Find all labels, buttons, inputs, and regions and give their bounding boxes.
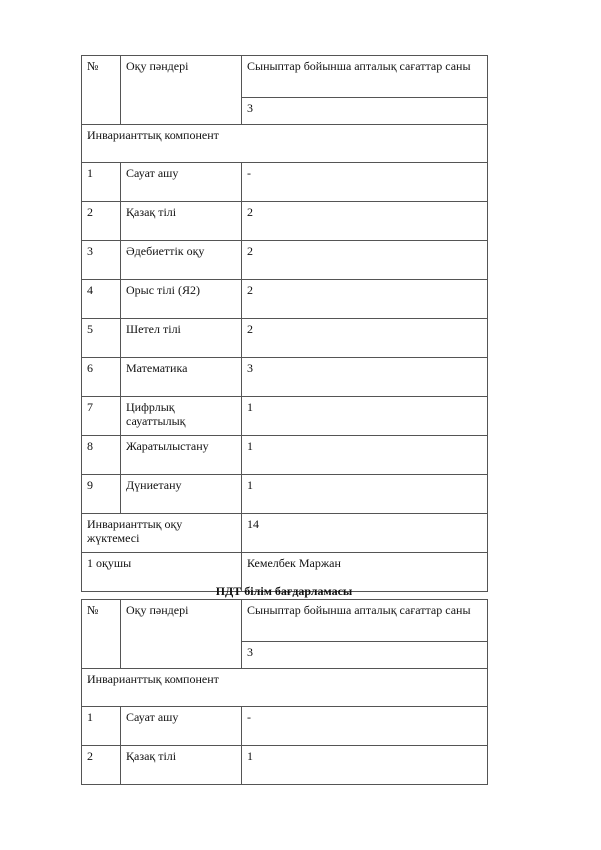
student-label: 1 оқушы [82,553,242,592]
row-hours: 2 [242,241,488,280]
row-num: 1 [82,707,121,746]
row-num: 1 [82,163,121,202]
row-num: 3 [82,241,121,280]
table-row [82,280,488,319]
row-hours: 2 [242,280,488,319]
row-num: 2 [82,746,121,785]
row-num: 9 [82,475,121,514]
invariant-component-label: Инварианттық компонент [82,669,488,707]
invariant-load-value: 14 [242,514,488,553]
row-subject: Қазақ тілі [121,746,242,785]
row-subject: Қазақ тілі [121,202,242,241]
row-hours: 2 [242,319,488,358]
row-hours: 2 [242,202,488,241]
header-grade: 3 [242,642,488,669]
table-row [82,707,488,746]
row-hours: - [242,707,488,746]
curriculum-table-1 [81,55,488,592]
row-hours: 1 [242,746,488,785]
table-row [82,358,488,397]
student-name: Кемелбек Маржан [242,553,488,592]
row-subject: Математика [121,358,242,397]
row-hours: 1 [242,397,488,436]
table-row [82,746,488,785]
row-subject: Сауат ашу [121,707,242,746]
row-subject: Әдебиеттік оқу [121,241,242,280]
row-subject: Орыс тілі (Я2) [121,280,242,319]
header-num: № [82,600,121,669]
table-row [82,475,488,514]
table-row [82,397,488,436]
table-row [82,319,488,358]
invariant-load-label: Инварианттық оқу жүктемесі [82,514,242,553]
row-hours: 3 [242,358,488,397]
header-weekly-hours: Сыныптар бойынша апталық сағаттар саны [242,56,488,98]
row-hours: 1 [242,475,488,514]
row-subject: Сауат ашу [121,163,242,202]
row-num: 2 [82,202,121,241]
row-num: 7 [82,397,121,436]
header-weekly-hours: Сыныптар бойынша апталық сағаттар саны [242,600,488,642]
row-subject: Жаратылыстану [121,436,242,475]
header-grade: 3 [242,98,488,125]
row-num: 4 [82,280,121,319]
table-row [82,163,488,202]
invariant-component-label: Инварианттық компонент [82,125,488,163]
row-hours: 1 [242,436,488,475]
table-row [82,241,488,280]
table-row [82,436,488,475]
row-subject: Цифрлық сауаттылық [121,397,242,436]
row-num: 8 [82,436,121,475]
section-title: ПДТ білім бағдарламасы [215,584,353,598]
header-num: № [82,56,121,125]
curriculum-table-2 [81,599,488,785]
row-hours: - [242,163,488,202]
row-subject: Шетел тілі [121,319,242,358]
row-num: 5 [82,319,121,358]
header-subjects: Оқу пәндері [121,56,242,125]
header-subjects: Оқу пәндері [121,600,242,669]
row-subject: Дүниетану [121,475,242,514]
row-num: 6 [82,358,121,397]
table-row [82,202,488,241]
